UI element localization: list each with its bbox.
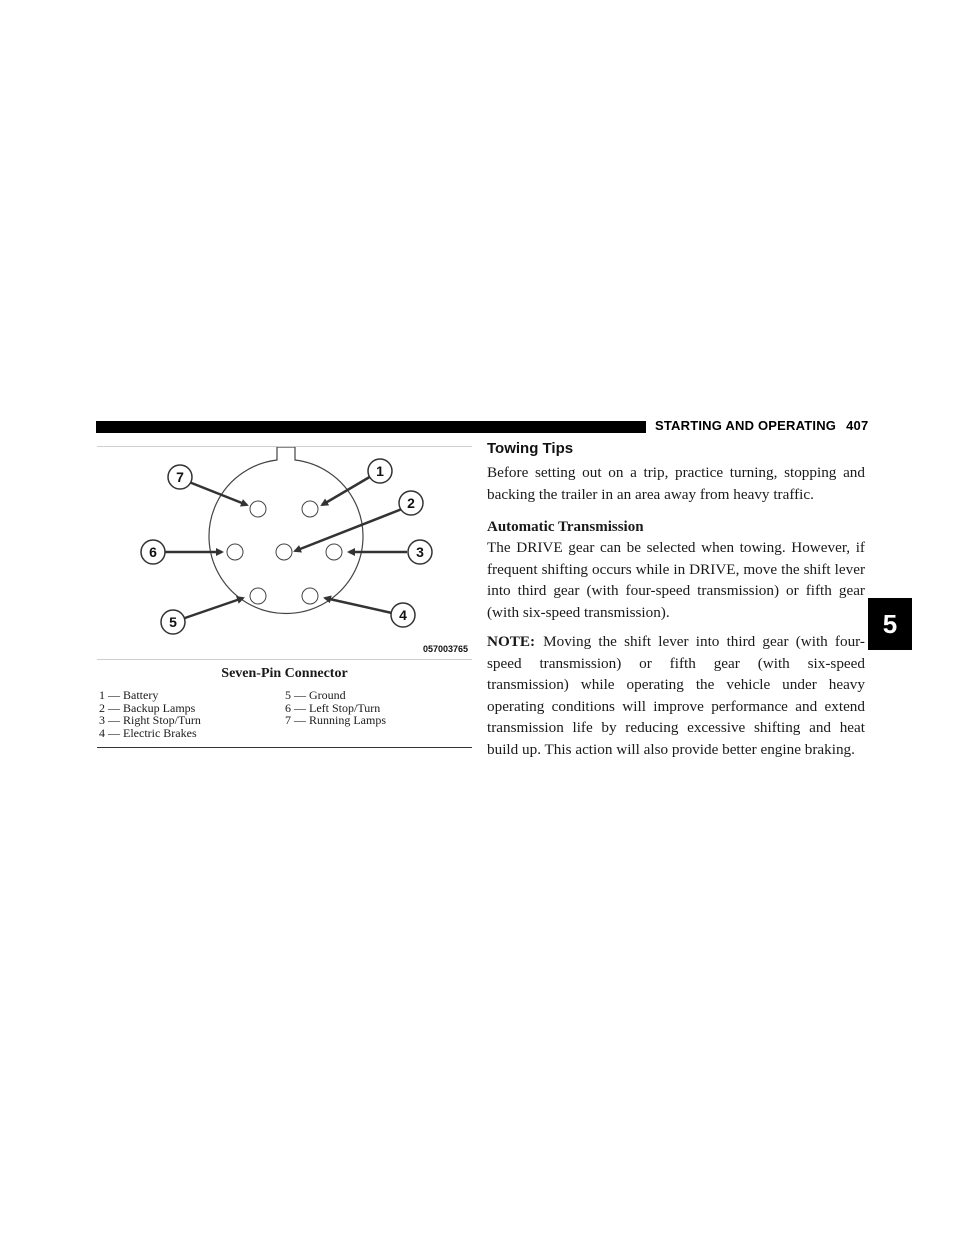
seven-pin-connector-diagram [97, 447, 472, 659]
figure-caption: Seven-Pin Connector [221, 666, 348, 681]
note-label: NOTE: [487, 633, 536, 650]
page-header [655, 418, 869, 433]
pin-1-socket [302, 501, 318, 517]
pin-4-arrow [325, 598, 392, 613]
legend-row [99, 689, 469, 702]
intro-paragraph: Before setting out on a trip, practice turning, stopping and backing the trailer in an area away from heavy traffic. [487, 464, 865, 503]
legend-item: 2 — Backup Lamps [99, 700, 196, 715]
section-heading: Towing Tips [487, 440, 574, 457]
connector-housing [209, 447, 363, 613]
note-text: Moving the shift lever into third gear (with four-speed transmission) or fifth gear (with six-speed transmission) while operating the vehicle under heavy operating conditions will improve performance and extend transmission life by reducing excessive shifting and heat build up. This action will also provide better engine braking. [487, 633, 865, 758]
figure-code: 057003765 [422, 644, 468, 654]
pin-4-label: 4 [399, 607, 407, 623]
pin-2-label: 2 [407, 495, 415, 511]
pin-5-label: 5 [169, 614, 177, 630]
subsection-heading: Automatic Transmission [487, 519, 644, 535]
pin-1-label: 1 [376, 463, 384, 479]
legend-item: 1 — Battery [99, 688, 159, 702]
pin-7-label: 7 [176, 469, 184, 485]
pin-3-socket [326, 544, 342, 560]
pin-2-socket [276, 544, 292, 560]
legend-item: 6 — Left Stop/Turn [285, 700, 381, 715]
page-number: 407 [846, 418, 869, 433]
legend-item: 3 — Right Stop/Turn [99, 713, 201, 727]
figure-legend [99, 689, 469, 739]
pin-3-label: 3 [416, 544, 424, 560]
pin-7-socket [250, 501, 266, 517]
legend-item: 5 — Ground [285, 688, 346, 702]
body-paragraph: The DRIVE gear can be selected when towing. However, if frequent shifting occurs while in DRIVE, move the shift lever into third gear (with four-speed transmission) or fifth gear (with six-speed transmission). [487, 539, 865, 621]
chapter-tab[interactable]: 5 [868, 598, 912, 650]
legend-row [99, 714, 469, 727]
legend-row [99, 727, 469, 740]
legend-item: 7 — Running Lamps [285, 713, 386, 727]
legend-divider [97, 747, 472, 748]
pin-5-arrow [182, 598, 243, 619]
header-section-title: STARTING AND OPERATING [655, 418, 837, 433]
pin-6-socket [227, 544, 243, 560]
main-text-column [487, 440, 865, 768]
pin-4-socket [302, 588, 318, 604]
pin-5-socket [250, 588, 266, 604]
header-bar [96, 421, 646, 433]
legend-item: 4 — Electric Brakes [99, 725, 197, 740]
pin-6-label: 6 [149, 544, 157, 560]
note-paragraph [487, 631, 865, 760]
connector-figure [97, 446, 472, 660]
